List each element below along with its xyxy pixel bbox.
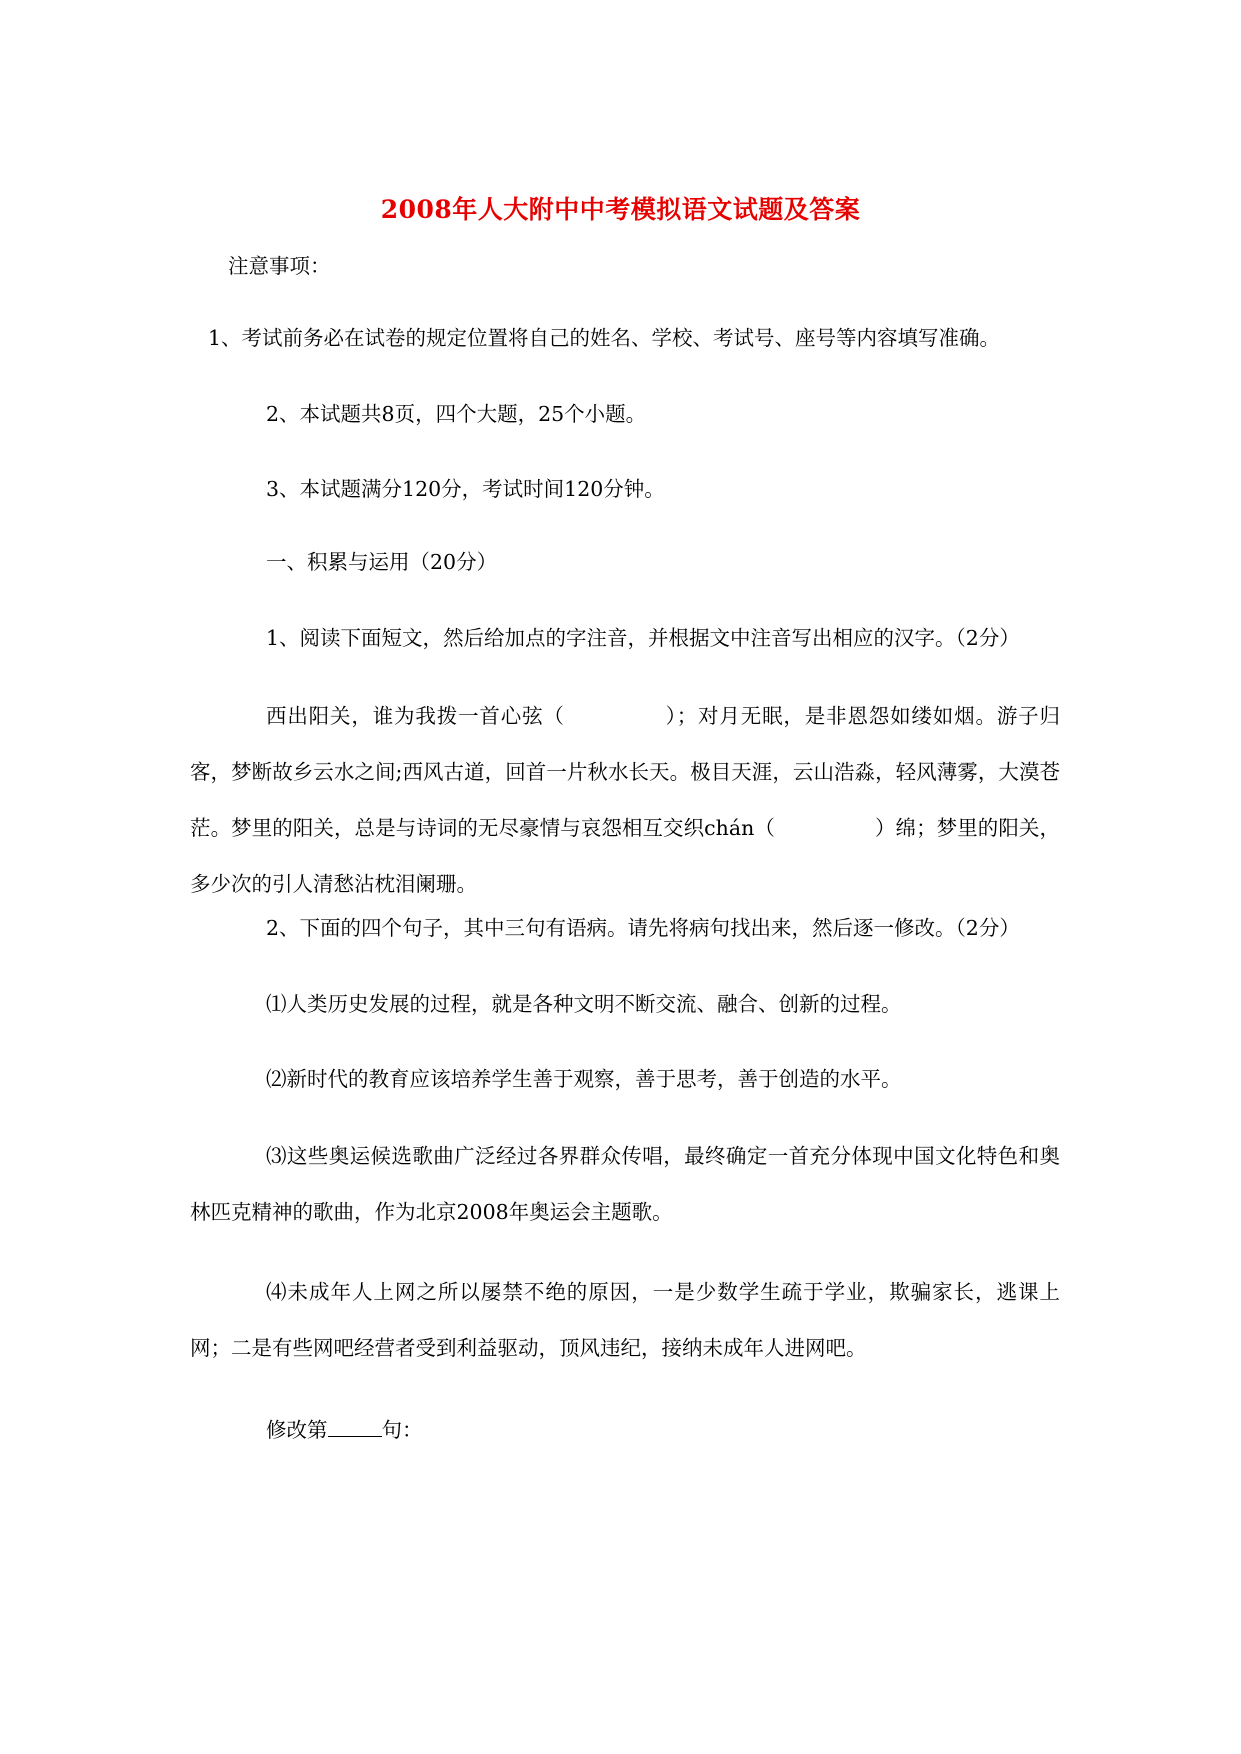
passage-text-part-2: ）；对月无眠，是非恩怨如缕如烟。游子归客，梦断故乡云水之间;西风古道，回首一片秋水长天。极目天涯，云山浩淼，轻风薄雾，大漠苍茫。梦里的阳关，总是与诗词的无尽豪情与哀怨相互交织chán（ xyxy=(190,704,1061,840)
passage-text-part-3: ）绵；梦里的阳关，多少次的引人清愁沾枕泪阑珊。 xyxy=(190,816,1061,896)
sentence-4: ⑷未成年人上网之所以屡禁不绝的原因，一是少数学生疏于学业，欺骗家长，逃课上网；二是有些网吧经营者受到利益驱动，顶风违纪，接纳未成年人进网吧。 xyxy=(190,1280,1060,1360)
notice-item-1: 1、考试前务必在试卷的规定位置将自己的姓名、学校、考试号、座号等内容填写准确。 xyxy=(208,326,1001,350)
fix-suffix: 句： xyxy=(381,1418,423,1442)
notice-item-3: 3、本试题满分120分，考试时间120分钟。 xyxy=(266,477,665,501)
sentence-2: ⑵新时代的教育应该培养学生善于观察，善于思考，善于创造的水平。 xyxy=(266,1067,902,1091)
fix-prefix: 修改第 xyxy=(266,1418,328,1442)
sentence-1: ⑴人类历史发展的过程，就是各种文明不断交流、融合、创新的过程。 xyxy=(266,992,902,1016)
notice-heading: 注意事项： xyxy=(228,254,331,278)
question-1-passage xyxy=(190,688,1060,912)
sentence-3: ⑶这些奥运候选歌曲广泛经过各界群众传唱，最终确定一首充分体现中国文化特色和奥林匹克精神的歌曲，作为北京2008年奥运会主题歌。 xyxy=(190,1144,1060,1224)
fix-number-blank[interactable] xyxy=(328,1418,382,1437)
notice-item-2: 2、本试题共8页，四个大题，25个小题。 xyxy=(266,402,647,426)
question-2-prompt: 2、下面的四个句子，其中三句有语病。请先将病句找出来，然后逐一修改。（2分） xyxy=(266,916,1020,940)
passage-text-part-1: 西出阳关，谁为我拨一首心弦（ xyxy=(266,704,565,728)
document-title: 2008年人大附中中考模拟语文试题及答案 xyxy=(380,195,861,224)
fix-line xyxy=(266,1418,423,1441)
section-heading: 一、积累与运用（20分） xyxy=(266,550,498,574)
question-1-prompt: 1、阅读下面短文，然后给加点的字注音，并根据文中注音写出相应的汉字。（2分） xyxy=(266,626,1020,650)
